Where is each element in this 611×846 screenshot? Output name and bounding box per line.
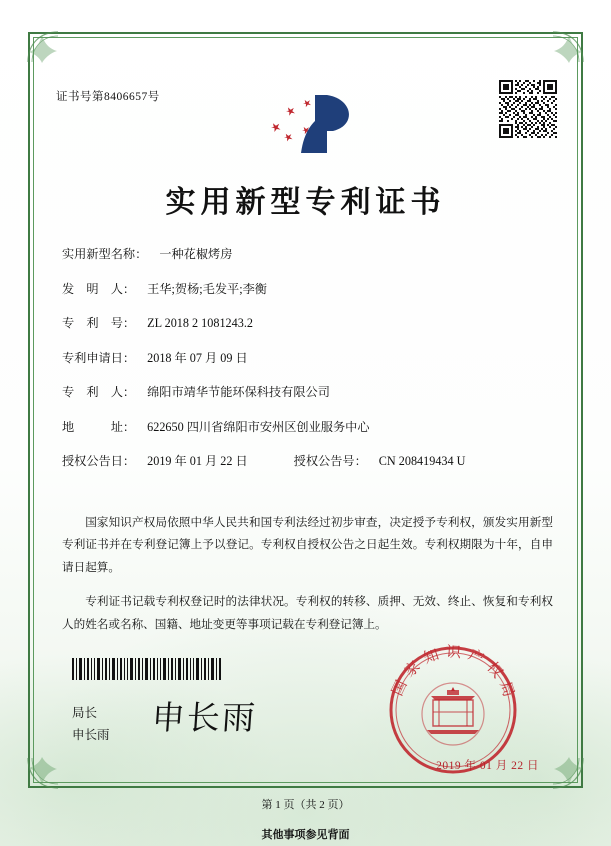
legal-text xyxy=(62,500,553,648)
field-value: 王华;贺杨;毛发平;李衡 xyxy=(147,281,267,296)
field-row xyxy=(62,418,553,435)
field-value: 绵阳市靖华节能环保科技有限公司 xyxy=(147,385,330,399)
paragraph: 专利证书记载专利权登记时的法律状况。专利权的转移、质押、无效、终止、恢复和专利权人的姓名或名称、国籍、地址变更等事项记载在专利登记簿上。 xyxy=(62,594,553,631)
field-label: 专利申请日： xyxy=(62,350,136,365)
svg-text:国家知识产权局: 国家知识产权局 xyxy=(387,642,520,705)
field-row xyxy=(62,245,553,262)
seal-date: 2019 年 01 月 22 日 xyxy=(436,760,539,772)
corner-ornament-icon xyxy=(551,30,585,64)
cnipa-logo-icon xyxy=(0,78,611,164)
director-title: 局长 xyxy=(72,706,98,720)
director-name: 申长雨 xyxy=(72,727,110,742)
grant-date-label: 授权公告日： xyxy=(62,454,136,468)
field-row xyxy=(62,314,553,331)
field-value: 一种花椒烤房 xyxy=(159,247,233,261)
paragraph: 国家知识产权局依照中华人民共和国专利法经过初步审查，决定授予专利权，颁发实用新型专利证书并在专利登记簿上予以登记。专利权自授权公告之日起生效。专利权期限为十年，自申请日起算。 xyxy=(62,515,553,574)
grant-row xyxy=(62,452,553,469)
page-number: 第 1 页（共 2 页） xyxy=(261,799,350,811)
field-label: 实用新型名称： xyxy=(62,247,148,261)
field-label: 专 利 号： xyxy=(62,316,136,330)
corner-ornament-icon xyxy=(26,756,60,790)
field-row xyxy=(62,383,553,400)
certificate-fields xyxy=(62,245,553,487)
certificate-number: 证书号第8406657号 xyxy=(56,91,160,103)
field-label: 专 利 人： xyxy=(62,385,136,399)
grant-number-label: 授权公告号： xyxy=(293,454,367,468)
handwritten-signature: 申长雨 xyxy=(150,698,259,737)
corner-ornament-icon xyxy=(26,30,60,64)
grant-date-value: 2019 年 01 月 22 日 xyxy=(147,454,248,468)
field-value: 2018 年 07 月 09 日 xyxy=(147,350,248,365)
field-row xyxy=(62,349,553,366)
footer-note: 其他事项参见背面 xyxy=(261,829,350,841)
field-label: 发 明 人： xyxy=(62,281,136,296)
director-label xyxy=(72,703,110,747)
barcode-icon xyxy=(72,658,222,680)
document-title: 实用新型专利证书 xyxy=(165,185,446,220)
field-label: 地 址： xyxy=(62,419,136,434)
corner-ornament-icon xyxy=(551,756,585,790)
field-value: ZL 2018 2 1081243.2 xyxy=(147,316,253,330)
grant-number-value: CN 208419434 U xyxy=(378,454,466,468)
field-row xyxy=(62,280,553,297)
field-value: 622650 四川省绵阳市安州区创业服务中心 xyxy=(147,419,370,434)
